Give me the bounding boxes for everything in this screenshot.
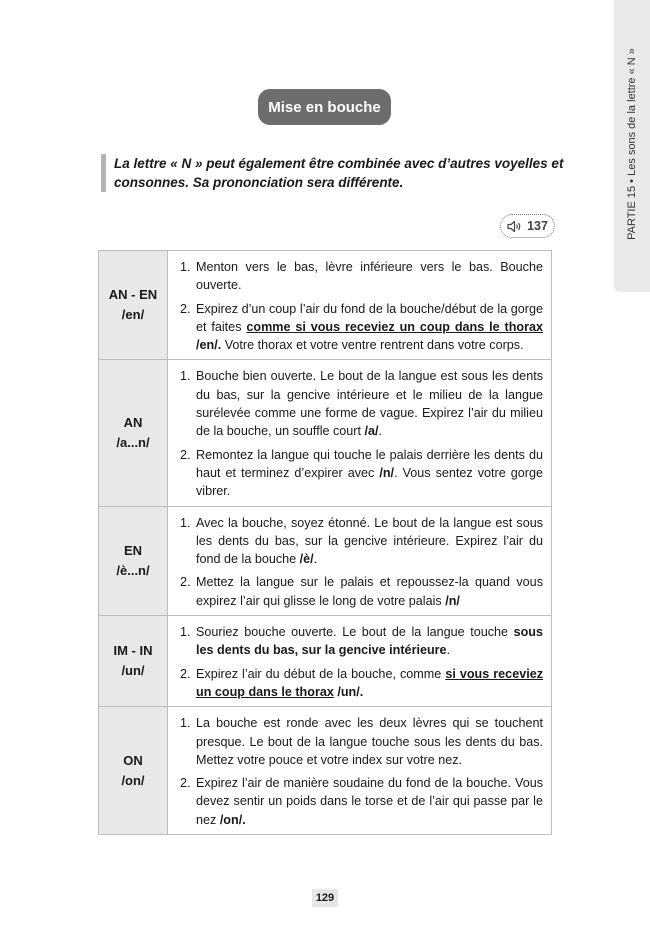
instruction-item [194,573,543,610]
instruction-text: . Vous sentez votre gorge vibrer. [196,465,543,499]
speaker-icon [507,220,523,233]
sound-phoneme: /è...n/ [116,562,150,578]
sound-letters: ON [123,752,143,768]
audio-track-badge[interactable] [500,214,555,238]
instruction-text: Bouche bien ouverte. Le bout de la langue est sous les dents du bas, sur la gencive intérieure et le milieu de la langue surélevée comme une forme de vague. Expirez l’air du milieu de la bouche, un souffle court [196,369,543,439]
instructions-cell [168,506,552,615]
pronunciation-table [98,250,552,835]
instruction-text: Remontez la langue qui touche le palais derrière les dents du haut et terminez d’expirer avec [196,447,543,480]
instruction-item [194,774,543,829]
instruction-text: . [378,424,383,439]
instruction-text: Souriez bouche ouverte. Le bout de la langue touche [196,625,514,640]
instruction-item [194,300,543,355]
table-row [99,616,552,707]
instruction-list [172,714,543,829]
instruction-item [194,367,543,440]
sound-phoneme: /on/ [121,772,145,788]
intro-text: La lettre « N » peut également être combinée avec d’autres voyelles et consonnes. Sa prononciation sera différente. [101,154,574,192]
table-row [99,506,552,615]
instruction-list [172,258,543,354]
sound-phoneme: /en/ [121,307,145,323]
sound-letters: AN - EN [108,287,158,303]
sound-letters: AN [123,415,143,431]
instruction-text: Expirez d’un coup l’air du fond de la bouche/début de la gorge et faites [196,301,543,334]
section-title: Mise en bouche [258,89,391,125]
emphasis-underlined: si vous receviez un coup dans le thorax [196,666,543,699]
instruction-text: Expirez l’air du début de la bouche, comme [196,666,446,681]
instructions-cell [168,616,552,707]
sound-letters: IM - IN [113,643,153,659]
instruction-list [172,367,543,500]
instruction-text: Expirez l’air de manière soudaine du fond de la bouche. Vous devez sentir un poids dans le torse et de l’air qui passe par le nez [196,776,543,827]
instructions-cell [168,360,552,506]
sound-label-cell [99,360,168,506]
instruction-text: La bouche est ronde avec les deux lèvres qui se touchent presque. Le bout de la langue touche sous les dents du bas. Mettez votre pouce et votre index sur votre nez. [196,716,543,767]
table-row [99,360,552,506]
side-tab [614,0,650,292]
emphasis-text: /on/. [219,812,246,827]
instruction-text: Votre thorax et votre ventre rentrent dans votre corps. [221,338,524,353]
page-number: 129 [312,889,338,907]
sound-label-cell [99,251,168,360]
instruction-text: Avec la bouche, soyez étonné. Le bout de la langue est sous les dents du bas, sur la gencive intérieure. Expirez l’air du fond de la bouche [196,515,543,567]
instruction-item [194,714,543,769]
sound-phoneme: /a...n/ [116,435,150,451]
emphasis-text: /n/ [379,465,395,480]
instruction-item [194,258,543,295]
instruction-text: . [446,643,451,658]
sound-label-cell [99,616,168,707]
instruction-text: Mettez la langue sur le palais et repoussez-la quand vous expirez l’air qui glisse le long de votre palais [196,575,543,608]
audio-track-number: 137 [527,219,548,233]
instruction-list [172,623,543,701]
emphasis-underlined: comme si vous receviez un coup dans le thorax [246,319,543,334]
sound-phoneme: /un/ [121,663,145,679]
sound-label-cell [99,506,168,615]
instruction-item [194,446,543,501]
instruction-text: . [313,552,318,567]
table-row [99,707,552,835]
emphasis-text: /un/. [337,684,364,699]
emphasis-text: /n/ [445,593,460,608]
instruction-text: Menton vers le bas, lèvre inférieure vers le bas. Bouche ouverte. [196,260,543,293]
sound-label-cell [99,707,168,835]
instructions-cell [168,707,552,835]
emphasis-text: /en/. [196,338,222,353]
instructions-cell [168,251,552,360]
emphasis-text: /è/ [299,552,314,567]
emphasis-text: /a/ [364,424,379,439]
emphasis-text: sous les dents du bas, sur la gencive intérieure [196,625,543,658]
instruction-item [194,665,543,702]
sound-letters: EN [123,542,143,558]
instruction-list [172,514,543,610]
instruction-item [194,623,543,660]
chapter-label: PARTIE 15 • Les sons de la lettre « N » [626,48,638,240]
table-row [99,251,552,360]
instruction-item [194,514,543,569]
